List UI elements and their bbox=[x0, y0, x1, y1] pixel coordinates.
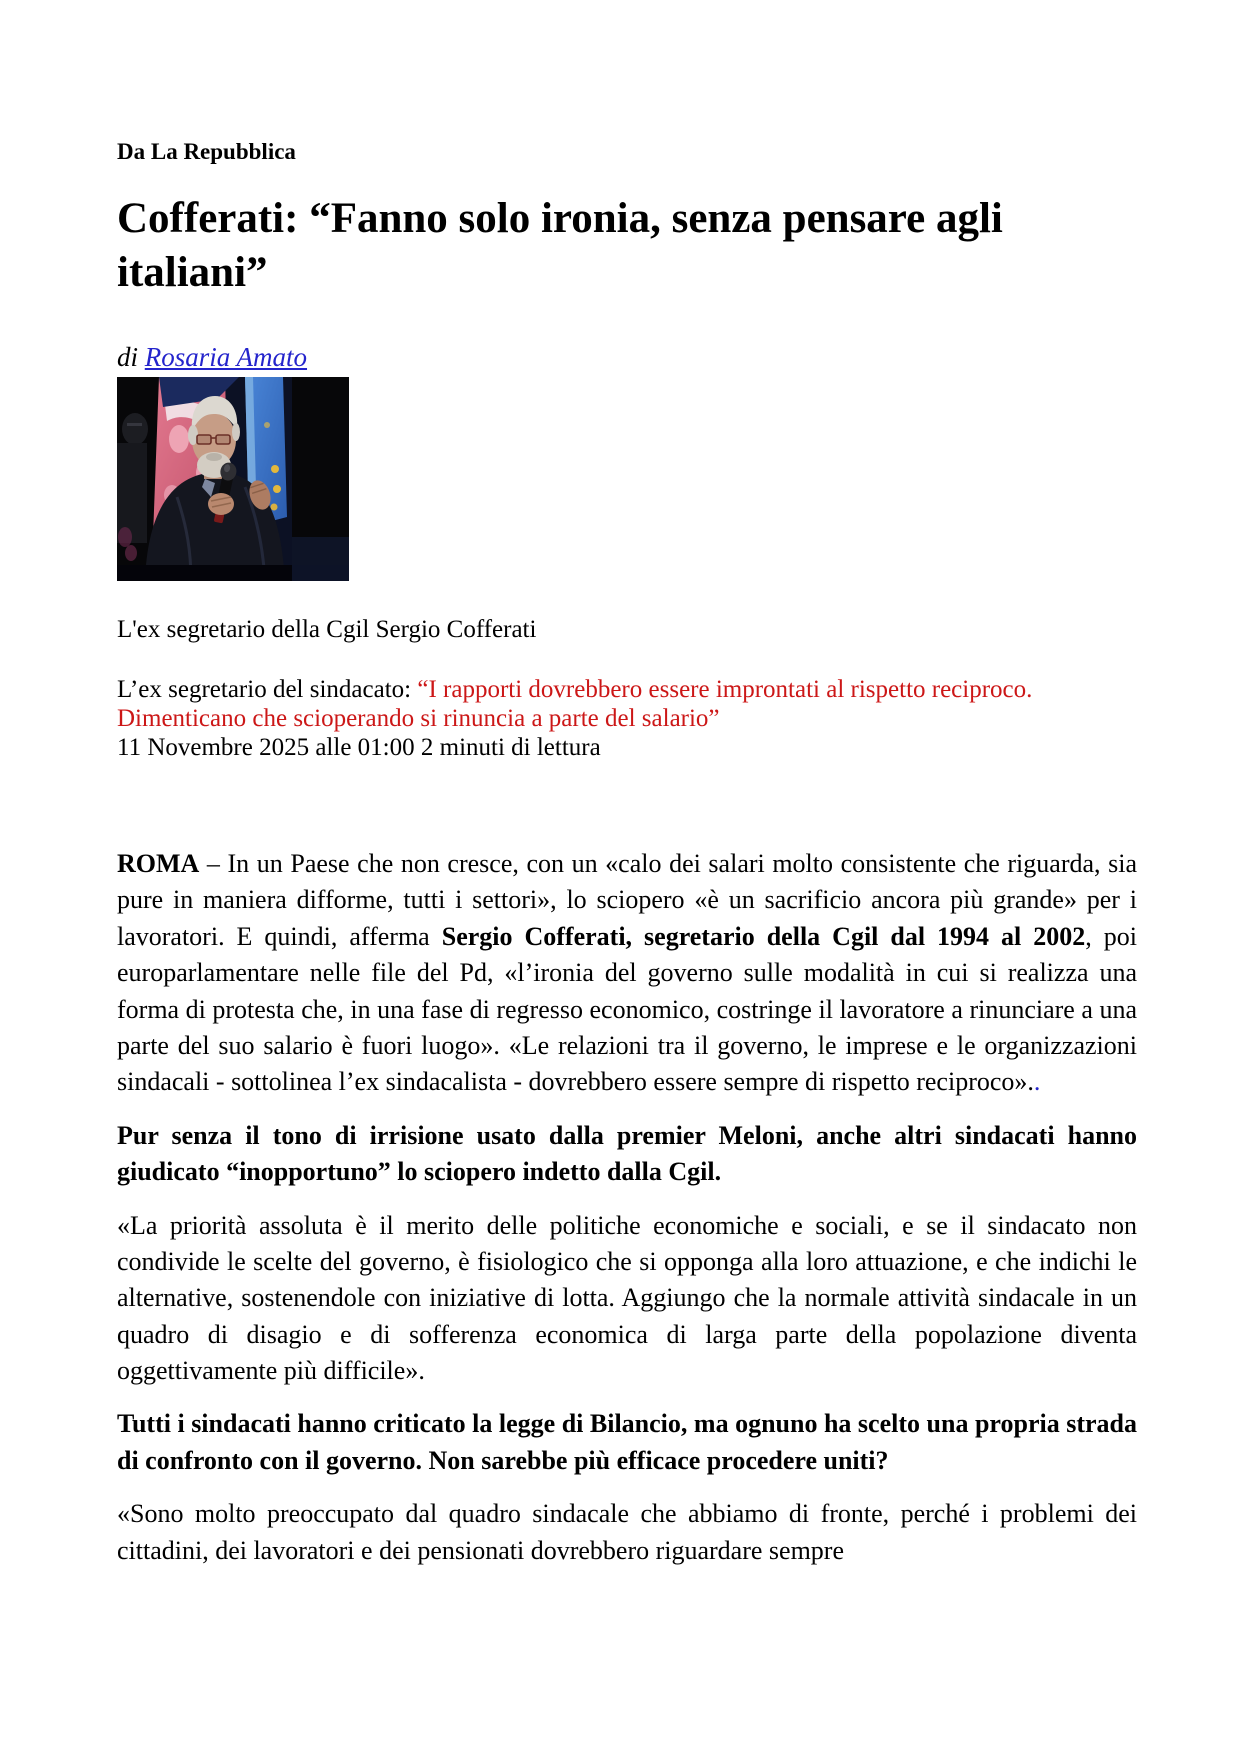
byline bbox=[117, 342, 1137, 373]
article-paragraph-1 bbox=[117, 846, 1137, 1101]
p1-text-1: – In un Paese che non cresce, con un «calo dei salari molto consistente che riguarda, sia pure in maniera difforme, tutti i settori», lo sciopero «è un sacrificio ancora più grande» per i lavoratori. E quindi, afferma bbox=[117, 848, 1137, 951]
byline-prefix: di bbox=[117, 341, 145, 372]
photo-caption: L'ex segretario della Cgil Sergio Cofferati bbox=[117, 615, 537, 643]
dateline: 11 Novembre 2025 alle 01:00 2 minuti di lettura bbox=[117, 733, 601, 761]
trailing-dot-link[interactable]: . bbox=[1033, 1067, 1041, 1097]
standfirst-quote: “I rapporti dovrebbero essere improntati al rispetto reciproco. Dimenticano che scioperando si rinuncia a parte del salario” bbox=[117, 675, 1033, 732]
standfirst bbox=[117, 675, 1137, 762]
article-title: Cofferati: “Fanno solo ironia, senza pensare agli italiani” bbox=[117, 194, 1003, 296]
author-link[interactable]: Rosaria Amato bbox=[144, 341, 308, 372]
article-photo bbox=[117, 377, 349, 581]
p1-bold-name: Sergio Cofferati, segretario della Cgil dal 1994 al 2002 bbox=[441, 921, 1086, 951]
standfirst-lead: L’ex segretario del sindacato: bbox=[117, 675, 418, 703]
article-paragraph-2: Pur senza il tono di irrisione usato dalla premier Meloni, anche altri sindacati hanno giudicato “inopportuno” lo sciopero indetto dalla Cgil. bbox=[117, 1120, 1137, 1187]
article-paragraph-3: «La priorità assoluta è il merito delle politiche economiche e sociali, e se il sindacato non condivide le scelte del governo, è fisiologico che si opponga alla loro attuazione, e che indichi le alternative, sostenendole con iniziative di lotta. Aggiungo che la normale attività sindacale in un quadro di disagio e di sofferenza economica di larga parte della popolazione diventa oggettivamente più difficile». bbox=[117, 1210, 1137, 1386]
source-kicker: Da La Repubblica bbox=[117, 139, 296, 164]
article-body bbox=[117, 846, 1137, 1569]
article-paragraph-5: «Sono molto preoccupato dal quadro sindacale che abbiamo di fronte, perché i problemi dei cittadini, dei lavoratori e dei pensionati dovrebbero riguardare sempre bbox=[117, 1499, 1137, 1565]
location-lead: ROMA bbox=[117, 848, 200, 878]
article-paragraph-4: Tutti i sindacati hanno criticato la legge di Bilancio, ma ognuno ha scelto una propria strada di confronto con il governo. Non sarebbe più efficace procedere uniti? bbox=[117, 1409, 1137, 1475]
p1-text-2: , poi europarlamentare nelle file del Pd, «l’ironia del governo sulle modalità in cui si realizza una forma di protesta che, in una fase di regresso economico, costringe il lavoratore a rinunciare a una parte del suo salario è fuori luogo». «Le relazioni tra il governo, le imprese e le organizzazioni sindacali - sottolinea l’ex sindacalista - dovrebbero essere sempre di rispetto reciproco». bbox=[117, 921, 1137, 1097]
